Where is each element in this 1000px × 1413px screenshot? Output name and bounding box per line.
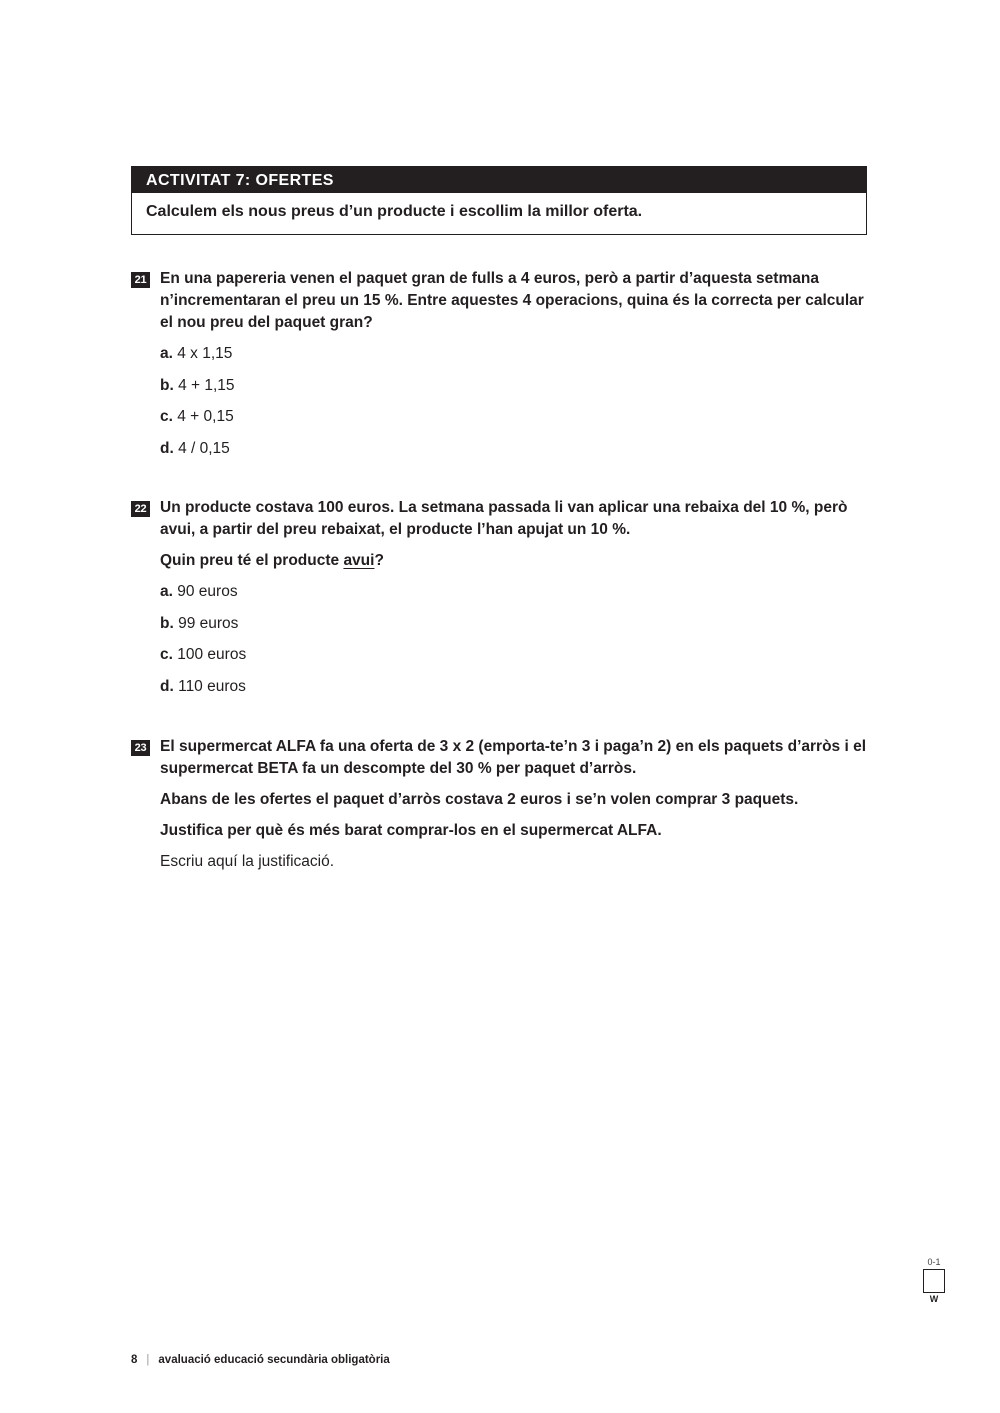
option-text: 4 + 0,15 xyxy=(177,408,234,425)
option-21-b[interactable] xyxy=(160,375,871,407)
question-23 xyxy=(131,736,871,873)
question-line3-23: Justifica per què és més barat comprar-los en el supermercat ALFA. xyxy=(160,822,662,839)
option-text: 4 + 1,15 xyxy=(178,376,235,394)
option-21-c[interactable] xyxy=(160,406,871,438)
activity-header-box xyxy=(131,166,867,235)
prompt-before: Quin preu té el producte xyxy=(160,552,344,569)
question-text-23: El supermercat ALFA fa una oferta de 3 x 2 (emporta-te’n 3 i paga’n 2) en els paquets d’arròs i el supermercat BETA fa un descompte del 30 % per paquet d’arròs. xyxy=(160,738,867,777)
question-text-22: Un producte costava 100 euros. La setmana passada li van aplicar una rebaixa del 10 %, però avui, a partir del preu rebaixat, el producte l’han apujat un 10 %. xyxy=(160,499,848,538)
option-text: 4 x 1,15 xyxy=(177,345,233,362)
footer-text: avaluació educació secundària obligatòria xyxy=(158,1354,390,1366)
option-text: 4 / 0,15 xyxy=(178,439,230,457)
option-letter: a. xyxy=(160,345,173,362)
activity-title: ACTIVITAT 7: OFERTES xyxy=(132,167,866,193)
question-number-23: 23 xyxy=(131,740,150,756)
options-22 xyxy=(160,581,871,707)
option-text: 90 euros xyxy=(177,583,238,600)
option-22-a[interactable] xyxy=(160,581,871,613)
score-range: 0-1 xyxy=(927,1257,941,1267)
prompt-after: ? xyxy=(374,552,384,569)
question-prompt-22 xyxy=(160,550,871,572)
option-21-a[interactable] xyxy=(160,343,871,375)
page-number: 8 xyxy=(131,1354,138,1366)
score-box[interactable] xyxy=(923,1269,945,1293)
option-22-b[interactable] xyxy=(160,613,871,645)
question-number-21: 21 xyxy=(131,272,150,288)
option-text: 110 euros xyxy=(178,677,246,695)
option-letter: b. xyxy=(160,614,174,632)
activity-subtitle: Calculem els nous preus d’un producte i escollim la millor oferta. xyxy=(146,203,643,220)
option-21-d[interactable] xyxy=(160,438,871,470)
option-letter: d. xyxy=(160,677,174,695)
question-number-22: 22 xyxy=(131,501,150,517)
question-22 xyxy=(131,497,871,707)
score-code: W xyxy=(929,1294,939,1304)
page-footer xyxy=(131,1353,390,1367)
question-21 xyxy=(131,268,871,469)
score-box-group xyxy=(921,1257,947,1305)
option-22-c[interactable] xyxy=(160,644,871,676)
footer-separator: | xyxy=(146,1354,150,1366)
option-text: 99 euros xyxy=(178,614,239,632)
question-line2-23: Abans de les ofertes el paquet d’arròs costava 2 euros i se’n volen comprar 3 paquets. xyxy=(160,791,799,808)
answer-hint: Escriu aquí la justificació. xyxy=(160,853,335,870)
options-21 xyxy=(160,343,871,469)
prompt-underlined: avui xyxy=(343,552,375,569)
question-text-21: En una papereria venen el paquet gran de fulls a 4 euros, però a partir d’aquesta setmana n’incrementaran el preu un 15 %. Entre aquestes 4 operacions, quina és la correcta per calcular el nou preu del paquet gran? xyxy=(160,270,864,331)
option-letter: a. xyxy=(160,583,173,600)
option-letter: c. xyxy=(160,408,173,425)
option-text: 100 euros xyxy=(177,646,247,663)
option-letter: c. xyxy=(160,646,173,663)
option-letter: b. xyxy=(160,376,174,394)
option-letter: d. xyxy=(160,439,174,457)
option-22-d[interactable] xyxy=(160,676,871,708)
